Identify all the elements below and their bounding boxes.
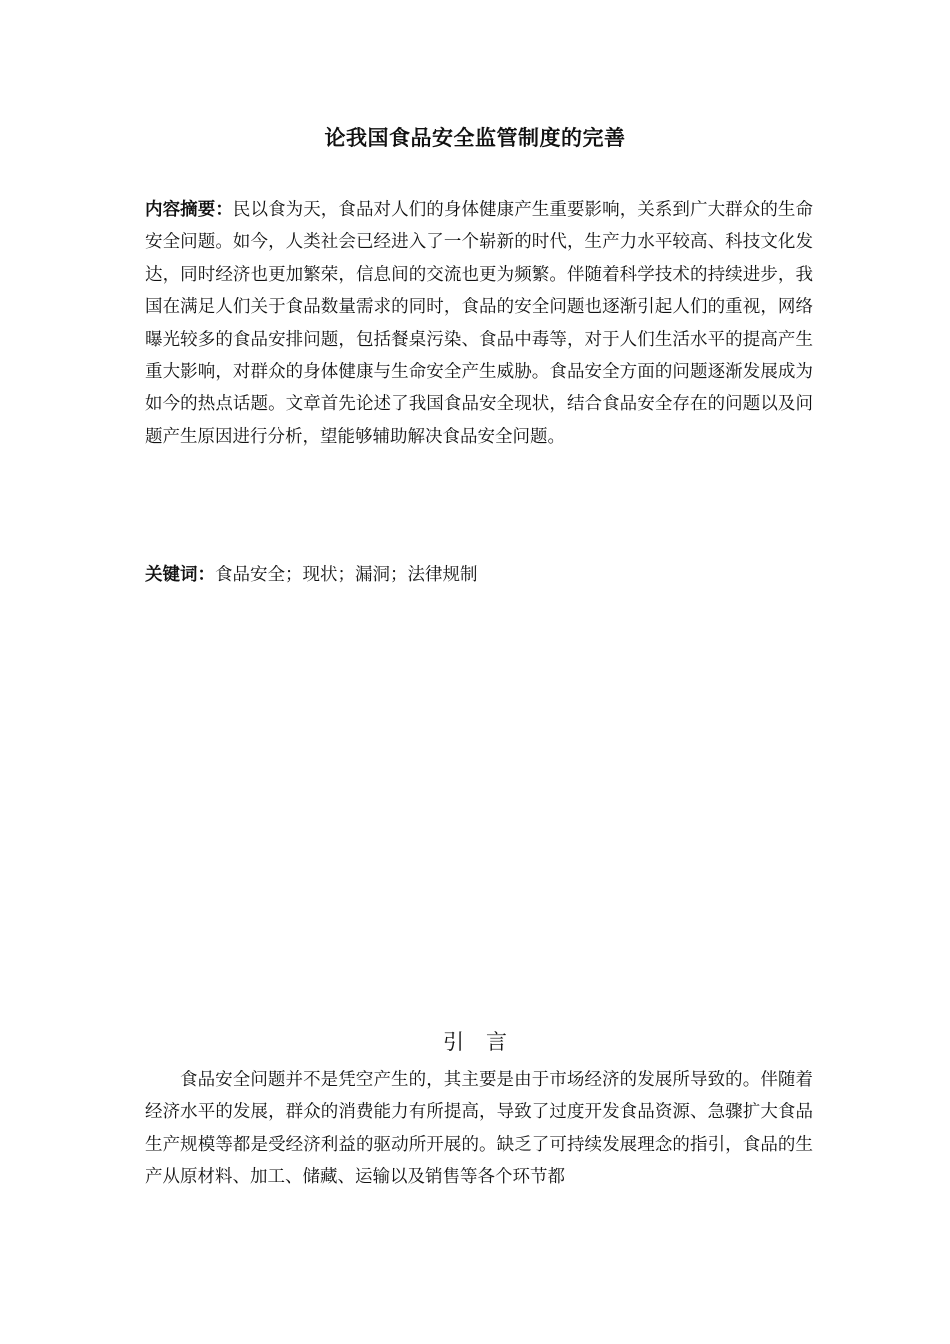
keywords-line: [145, 561, 813, 589]
abstract-paragraph: [145, 194, 813, 453]
keywords-label: 关键词：: [145, 565, 215, 585]
introduction-paragraph: 食品安全问题并不是凭空产生的，其主要是由于市场经济的发展所导致的。伴随着经济水平的发展，群众的消费能力有所提高，导致了过度开发食品资源、急骤扩大食品生产规模等都是受经济利益的驱动所开展的。缺乏了可持续发展理念的指引，食品的生产从原材料、加工、储藏、运输以及销售等各个环节都: [145, 1070, 813, 1188]
abstract-text: 民以食为天，食品对人们的身体健康产生重要影响，关系到广大群众的生命安全问题。如今，人类社会已经进入了一个崭新的时代，生产力水平较高、科技文化发达，同时经济也更加繁荣，信息间的交流也更为频繁。伴随着科学技术的持续进步，我国在满足人们关于食品数量需求的同时，食品的安全问题也逐渐引起人们的重视，网络曝光较多的食品安排问题，包括餐桌污染、食品中毒等，对于人们生活水平的提高产生重大影响，对群众的身体健康与生命安全产生威胁。食品安全方面的问题逐渐发展成为如今的热点话题。文章首先论述了我国食品安全现状，结合食品安全存在的问题以及问题产生原因进行分析，望能够辅助解决食品安全问题。: [145, 200, 813, 447]
section-heading-introduction: 引言: [443, 1030, 529, 1054]
keywords-text: 食品安全；现状；漏洞；法律规制: [215, 565, 478, 585]
page-title: 论我国食品安全监管制度的完善: [324, 125, 626, 150]
abstract-label: 内容摘要：: [145, 200, 233, 220]
